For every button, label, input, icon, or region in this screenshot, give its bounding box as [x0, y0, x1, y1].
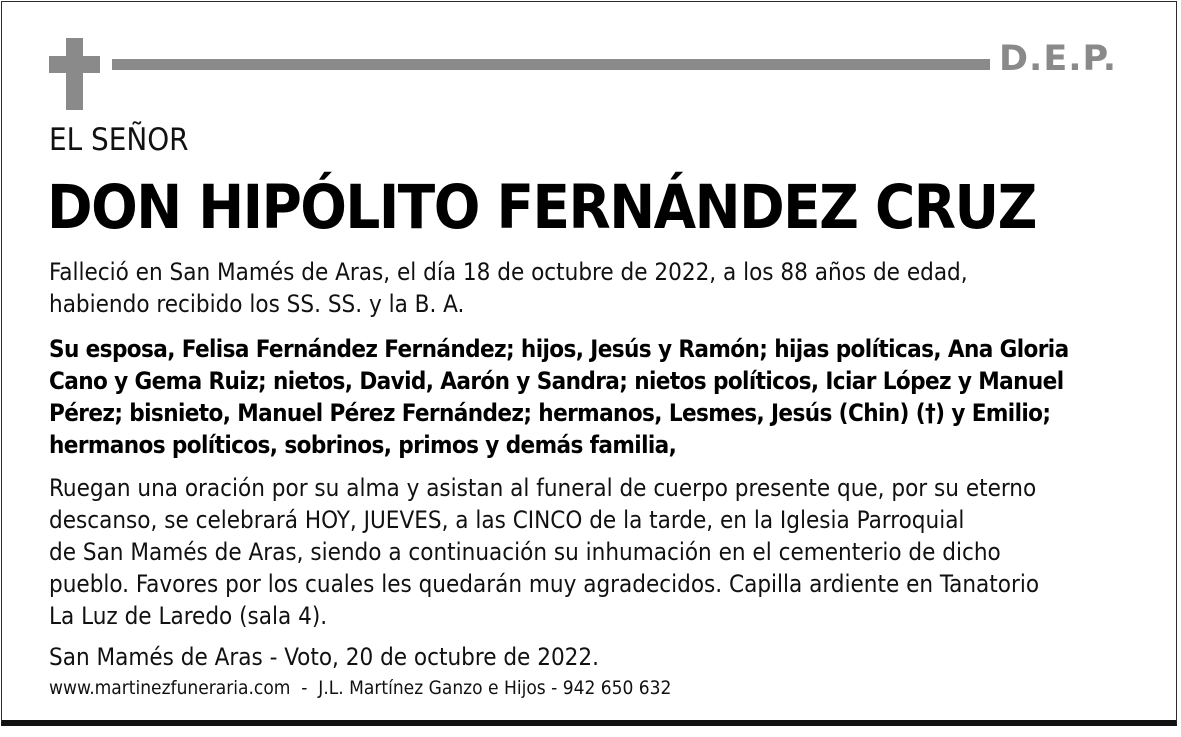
- funeral-line: pueblo. Favores por los cuales les quedarán muy agradecidos. Capilla ardiente en Tanatorio: [49, 570, 1040, 598]
- family-line: Cano y Gema Ruiz; nietos, David, Aarón y Sandra; nietos políticos, Iciar López y Manuel: [49, 367, 1064, 395]
- death-notice: [49, 256, 968, 320]
- deceased-name: DON HIPÓLITO FERNÁNDEZ CRUZ: [47, 172, 1036, 243]
- family-line: hermanos políticos, sobrinos, primos y demás familia,: [49, 431, 677, 459]
- family-list: [49, 333, 1069, 461]
- funeral-line: de San Mamés de Aras, siendo a continuación su inhumación en el cementerio de dicho: [49, 538, 1001, 566]
- cross-vertical-bar: [66, 38, 83, 110]
- death-notice-line: Falleció en San Mamés de Aras, el día 18 de octubre de 2022, a los 88 años de edad,: [49, 258, 968, 286]
- place-date: San Mamés de Aras - Voto, 20 de octubre de 2022.: [49, 643, 599, 671]
- death-notice-line: habiendo recibido los SS. SS. y la B. A.: [49, 290, 465, 318]
- funeral-line: descanso, se celebrará HOY, JUEVES, a las CINCO de la tarde, en la Iglesia Parroquial: [49, 506, 965, 534]
- deceased-title: EL SEÑOR: [49, 122, 189, 158]
- funeral-line: La Luz de Laredo (sala 4).: [49, 602, 328, 630]
- family-line: Su esposa, Felisa Fernández Fernández; hijos, Jesús y Ramón; hijas políticas, Ana Gloria: [49, 335, 1069, 363]
- funeral-home-footer: www.martinezfuneraria.com - J.L. Martínez Ganzo e Hijos - 942 650 632: [49, 677, 672, 699]
- obituary-card: [1, 1, 1177, 726]
- dep-label: D.E.P.: [999, 39, 1118, 79]
- cross-horizontal-bar: [49, 56, 100, 73]
- funeral-line: Ruegan una oración por su alma y asistan al funeral de cuerpo presente que, por su eterno: [49, 474, 1037, 502]
- header-rule: [112, 59, 990, 70]
- funeral-details: [49, 472, 1039, 632]
- family-line: Pérez; bisnieto, Manuel Pérez Fernández; hermanos, Lesmes, Jesús (Chin) (†) y Emilio;: [49, 399, 1051, 427]
